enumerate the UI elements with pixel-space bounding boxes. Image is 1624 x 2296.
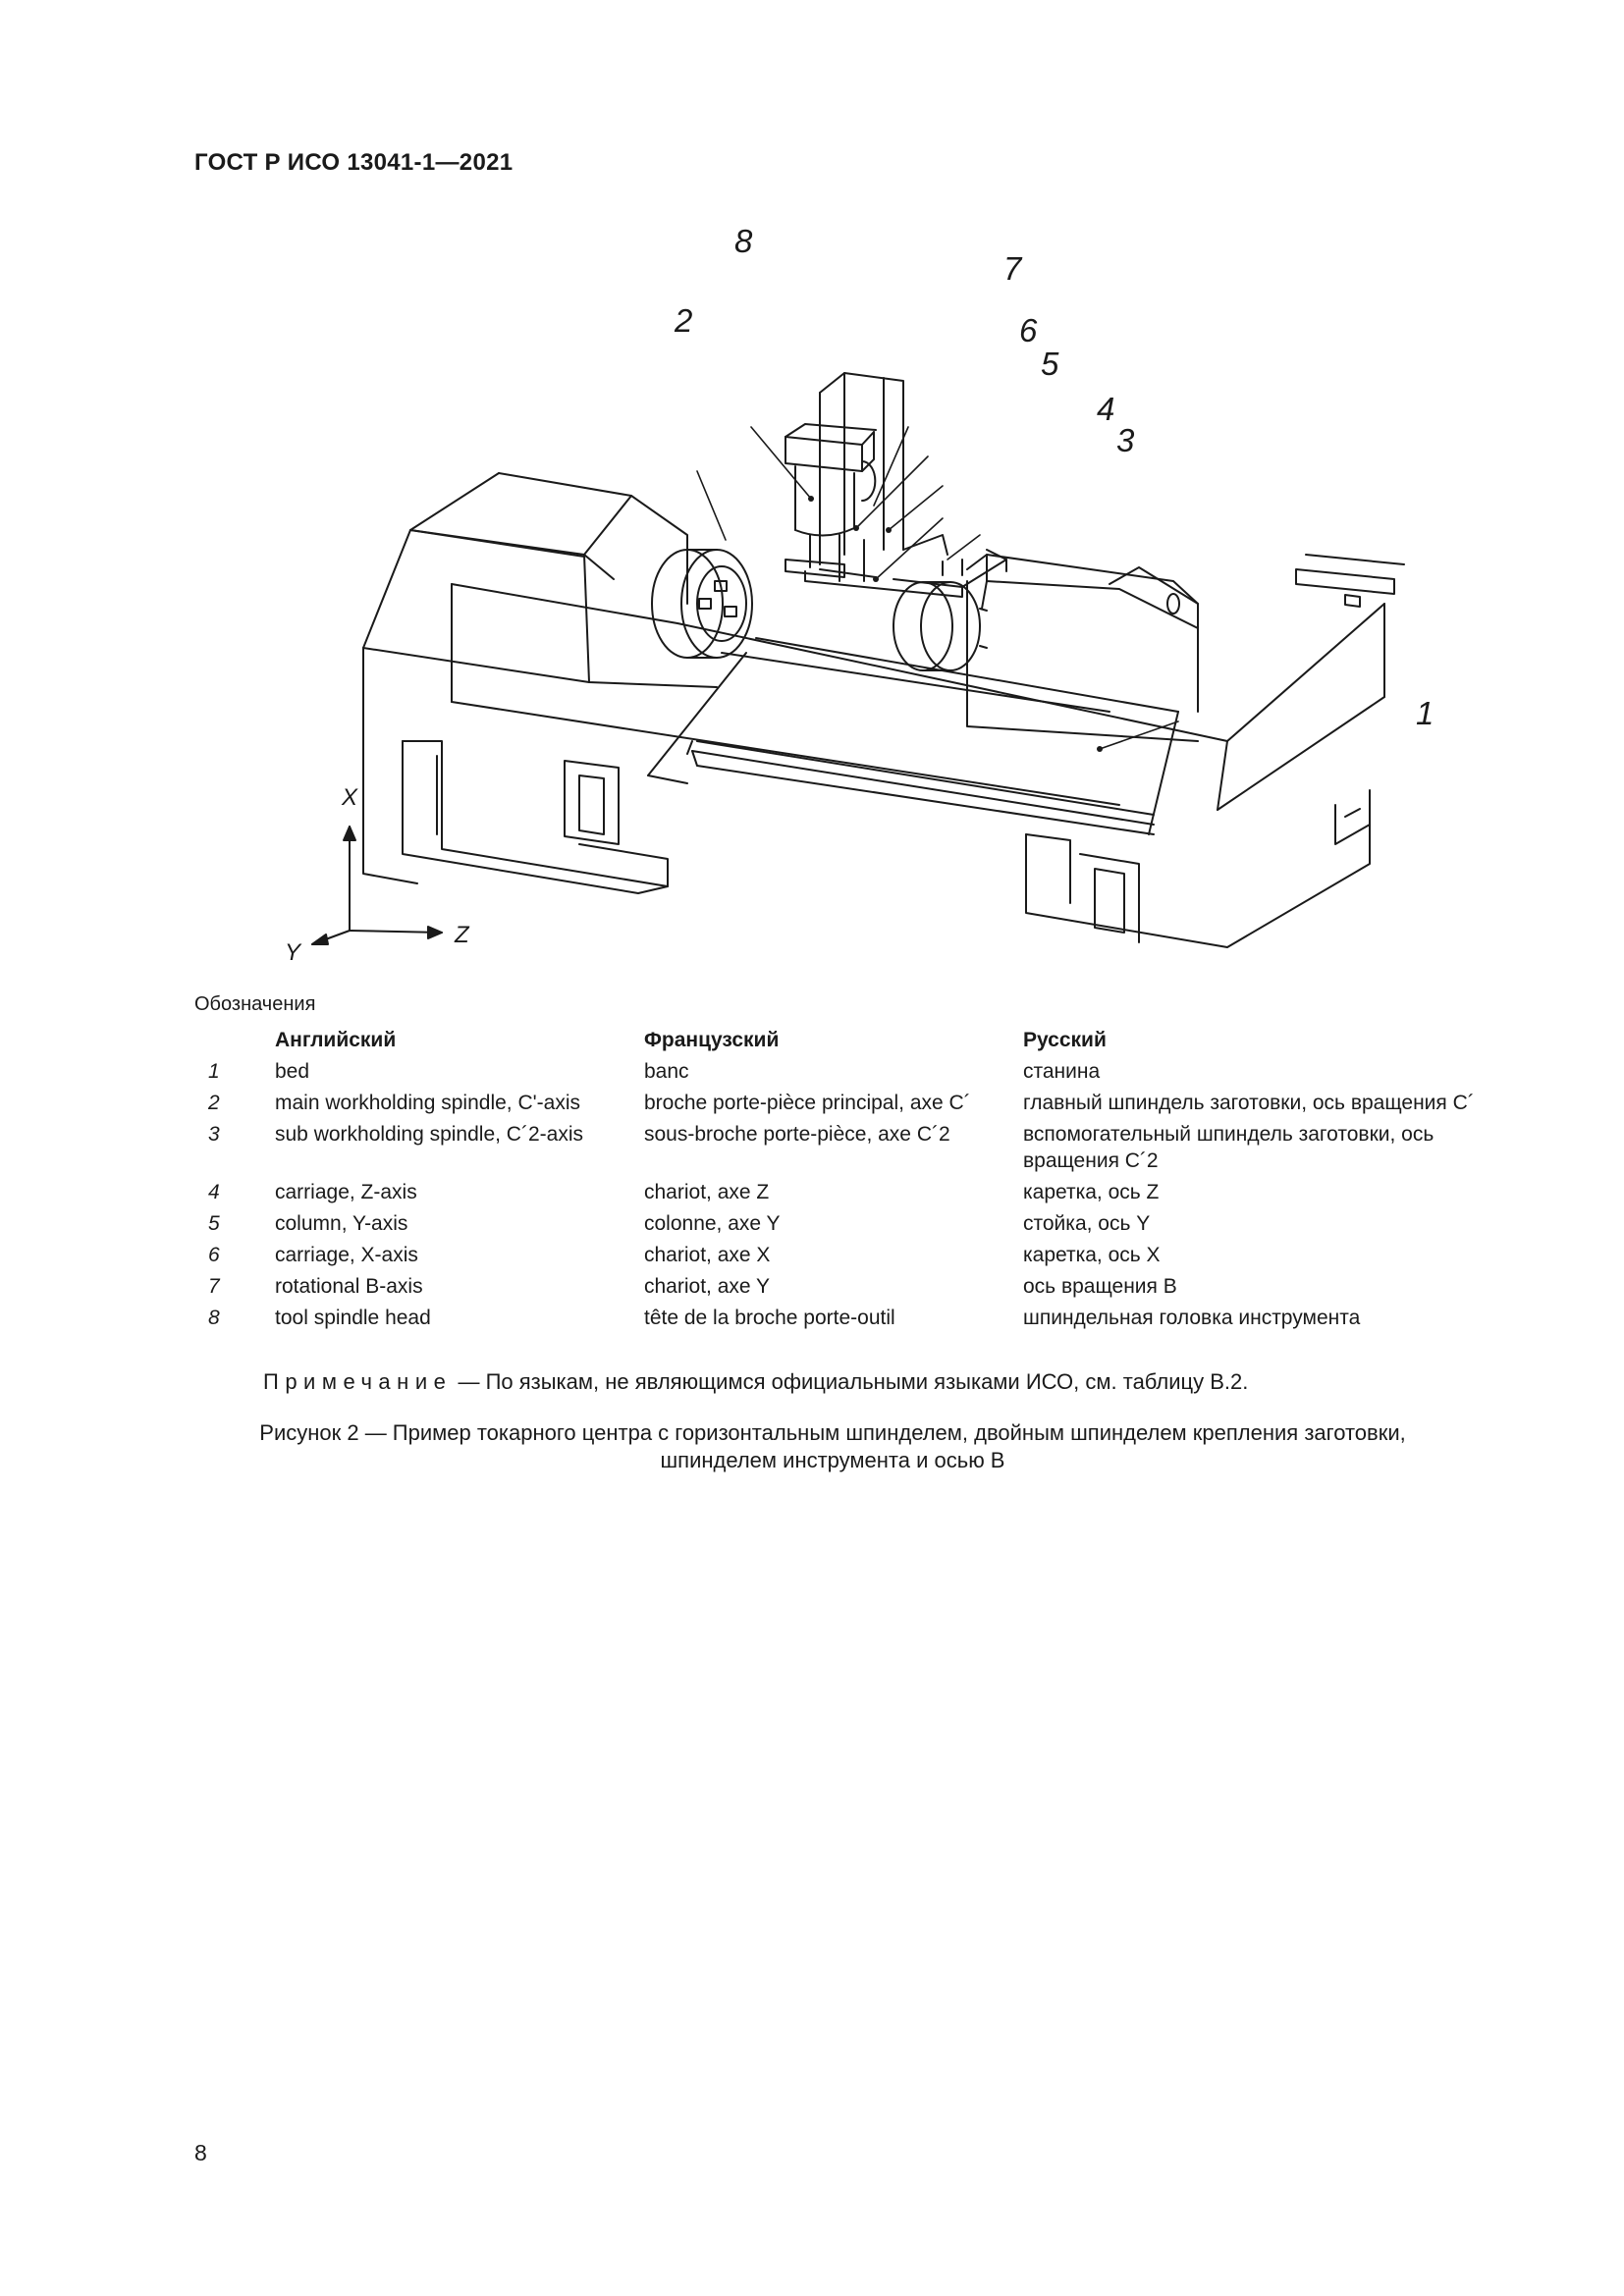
callout-1: 1 bbox=[1416, 695, 1434, 731]
legend-french: broche porte-pièce principal, axe C´ bbox=[644, 1092, 971, 1114]
legend-russian: главный шпиндель заготовки, ось вращения C´ bbox=[1023, 1092, 1475, 1114]
caption-line-1: Рисунок 2 — Пример токарного центра с горизонтальным шпинделем, двойным шпинделем крепления заготовки, bbox=[259, 1420, 1406, 1445]
legend-col-english: Английский bbox=[275, 1029, 397, 1051]
figure-caption bbox=[194, 1419, 1471, 1474]
document-header: ГОСТ Р ИСО 13041-1—2021 bbox=[194, 149, 514, 176]
legend-english: bed bbox=[275, 1060, 310, 1083]
legend-row bbox=[194, 1303, 1534, 1334]
axis-z-label: Z bbox=[455, 922, 469, 948]
legend-row bbox=[194, 1088, 1534, 1119]
legend-row bbox=[194, 1240, 1534, 1271]
lathe-figure bbox=[255, 216, 1434, 982]
callout-5: 5 bbox=[1041, 346, 1059, 382]
callout-6: 6 bbox=[1019, 312, 1038, 348]
callout-4: 4 bbox=[1097, 391, 1115, 427]
legend-english: rotational B-axis bbox=[275, 1275, 423, 1298]
legend-row bbox=[194, 1177, 1534, 1208]
legend-number: 8 bbox=[208, 1307, 220, 1329]
caption-line-2: шпинделем инструмента и осью B bbox=[660, 1448, 1005, 1472]
legend-col-number bbox=[194, 1023, 275, 1056]
legend-heading: Обозначения bbox=[194, 993, 316, 1015]
legend-table bbox=[194, 1023, 1534, 1334]
legend-russian: шпиндельная головка инструмента bbox=[1023, 1307, 1361, 1329]
legend-number: 4 bbox=[208, 1181, 220, 1203]
lathe-drawing bbox=[255, 216, 1434, 982]
legend-row bbox=[194, 1119, 1534, 1177]
legend-russian: стойка, ось Y bbox=[1023, 1212, 1151, 1235]
legend-english: sub workholding spindle, C´2-axis bbox=[275, 1123, 583, 1146]
legend-english: column, Y-axis bbox=[275, 1212, 408, 1235]
legend-row bbox=[194, 1271, 1534, 1303]
callout-8: 8 bbox=[734, 223, 753, 259]
main-spindle-chuck bbox=[652, 550, 752, 658]
page-number: 8 bbox=[194, 2140, 207, 2165]
legend-number: 1 bbox=[208, 1060, 220, 1083]
note bbox=[263, 1369, 1248, 1395]
legend-header-row bbox=[194, 1023, 1534, 1056]
legend-col-french: Французский bbox=[644, 1029, 780, 1051]
legend-russian: каретка, ось Z bbox=[1023, 1181, 1160, 1203]
z-carriage bbox=[785, 550, 1006, 597]
leader-dots bbox=[808, 496, 1103, 752]
legend-french: colonne, axe Y bbox=[644, 1212, 781, 1235]
legend-french: tête de la broche porte-outil bbox=[644, 1307, 895, 1329]
axis-y-label: Y bbox=[285, 939, 301, 966]
callout-3: 3 bbox=[1116, 422, 1135, 458]
note-text: — По языкам, не являющимся официальными языками ИСО, см. таблицу B.2. bbox=[452, 1369, 1249, 1394]
legend-number: 3 bbox=[208, 1123, 220, 1146]
legend-number: 5 bbox=[208, 1212, 220, 1235]
legend-french: sous-broche porte-pièce, axe C´2 bbox=[644, 1123, 950, 1146]
legend-english: carriage, X-axis bbox=[275, 1244, 418, 1266]
note-label: Примечание bbox=[263, 1369, 453, 1394]
legend-number: 7 bbox=[208, 1275, 220, 1298]
legend-english: carriage, Z-axis bbox=[275, 1181, 417, 1203]
legend-row bbox=[194, 1208, 1534, 1240]
legend-body bbox=[194, 1056, 1534, 1334]
legend-french: chariot, axe Z bbox=[644, 1181, 770, 1203]
legend-english: main workholding spindle, C'-axis bbox=[275, 1092, 580, 1114]
legend-russian: вспомогательный шпиндель заготовки, ось вращения C´2 bbox=[1023, 1123, 1435, 1172]
callout-7: 7 bbox=[1003, 250, 1022, 287]
legend-french: chariot, axe X bbox=[644, 1244, 771, 1266]
legend-french: banc bbox=[644, 1060, 689, 1083]
legend-col-russian: Русский bbox=[1023, 1029, 1107, 1051]
sub-spindle bbox=[893, 555, 1198, 741]
legend-french: chariot, axe Y bbox=[644, 1275, 771, 1298]
coordinate-axes bbox=[312, 827, 442, 944]
legend-russian: станина bbox=[1023, 1060, 1101, 1083]
legend-russian: ось вращения B bbox=[1023, 1275, 1177, 1298]
legend-russian: каретка, ось X bbox=[1023, 1244, 1161, 1266]
tool-spindle-head bbox=[785, 424, 876, 567]
axis-x-label: X bbox=[342, 784, 358, 811]
legend-row bbox=[194, 1056, 1534, 1088]
headstock bbox=[363, 473, 717, 883]
callout-2: 2 bbox=[675, 302, 693, 339]
legend-english: tool spindle head bbox=[275, 1307, 431, 1329]
legend-number: 2 bbox=[208, 1092, 220, 1114]
legend-number: 6 bbox=[208, 1244, 220, 1266]
